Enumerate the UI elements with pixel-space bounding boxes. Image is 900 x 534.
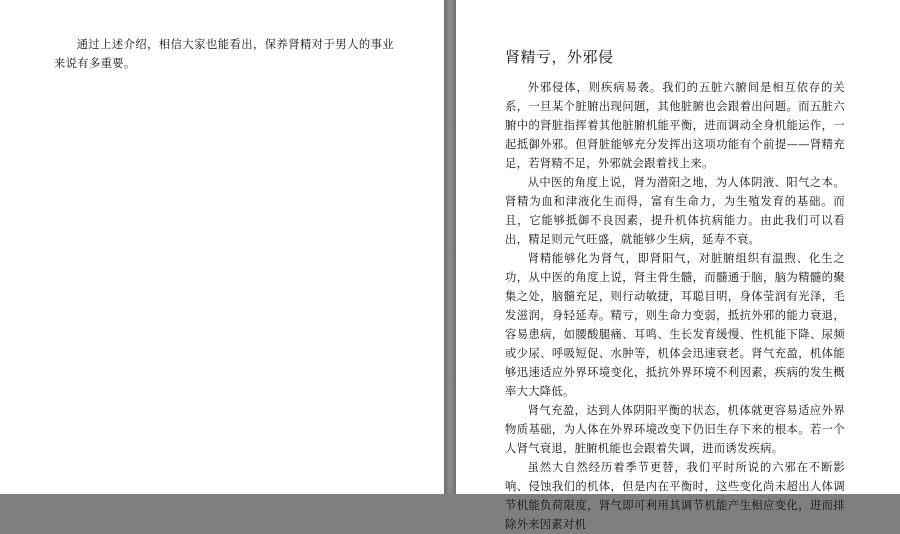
body-paragraph-3: 肾精能够化为肾气，即肾阳气，对脏腑组织有温煦、化生之功，从中医的角度上说，肾主骨生髓，而髓通于脑，脑为精髓的聚集之处，脑髓充足，则行动敏捷，耳聪目明，身体莹润有光泽，毛发滋润，身轻延寿。精亏，则生命力变弱，抵抗外邪的能力衰退，容易患病，如腰酸腿痛、耳鸣、生长发育缓慢、性机能下降、尿频或少尿、呼吸短促、水肿等，机体会迅速衰老。肾气充盈，机体能够迅速适应外界环境变化，抵抗外界环境不利因素，疾病的发生概率大大降低。 [505,252,845,398]
body-paragraph-5: 虽然大自然经历着季节更替，我们平时所说的六邪在不断影响、侵蚀我们的机体，但是内在平衡时，这些变化尚未超出人体调节机能负荷限度，肾气即可利用其调节机能产生相应变化，进而排除外来因素对机 [505,461,845,531]
left-page-paragraph: 通过上述介绍，相信大家也能看出，保养肾精对于男人的事业来说有多重要。 [54,38,394,70]
body-paragraph-1: 外邪侵体，则疾病易袭。我们的五脏六腑间是相互依存的关系，一旦某个脏腑出现问题，其他脏腑也会跟着出问题。而五脏六腑中的肾脏指挥着其他脏腑机能平衡，进而调动全身机能运作，一起抵御外邪。但肾脏能够充分发挥出这项功能有个前提——肾精充足，若肾精不足，外邪就会跟着找上来。 [505,81,845,170]
chapter-title: 肾精亏，外邪侵 [505,48,614,66]
body-paragraph-4: 肾气充盈，达到人体阴阳平衡的状态，机体就更容易适应外界物质基础，为人体在外界环境改变下仍旧生存下来的根本。若一个人肾气衰退，脏腑机能也会跟着失调，进而诱发疾病。 [505,404,845,455]
left-page [0,0,444,494]
right-page-body [505,78,845,534]
right-page [456,0,900,531]
page-gutter [444,0,456,494]
body-paragraph-2: 从中医的角度上说，肾为潜阳之地，为人体阴液、阳气之本。肾精为血和津液化生而得，富有生命力，为生殖发育的基础。而且，它能够抵御不良因素，提升机体抗病能力。由此我们可以看出，精足则元气旺盛，就能够少生病，延寿不衰。 [505,176,845,246]
